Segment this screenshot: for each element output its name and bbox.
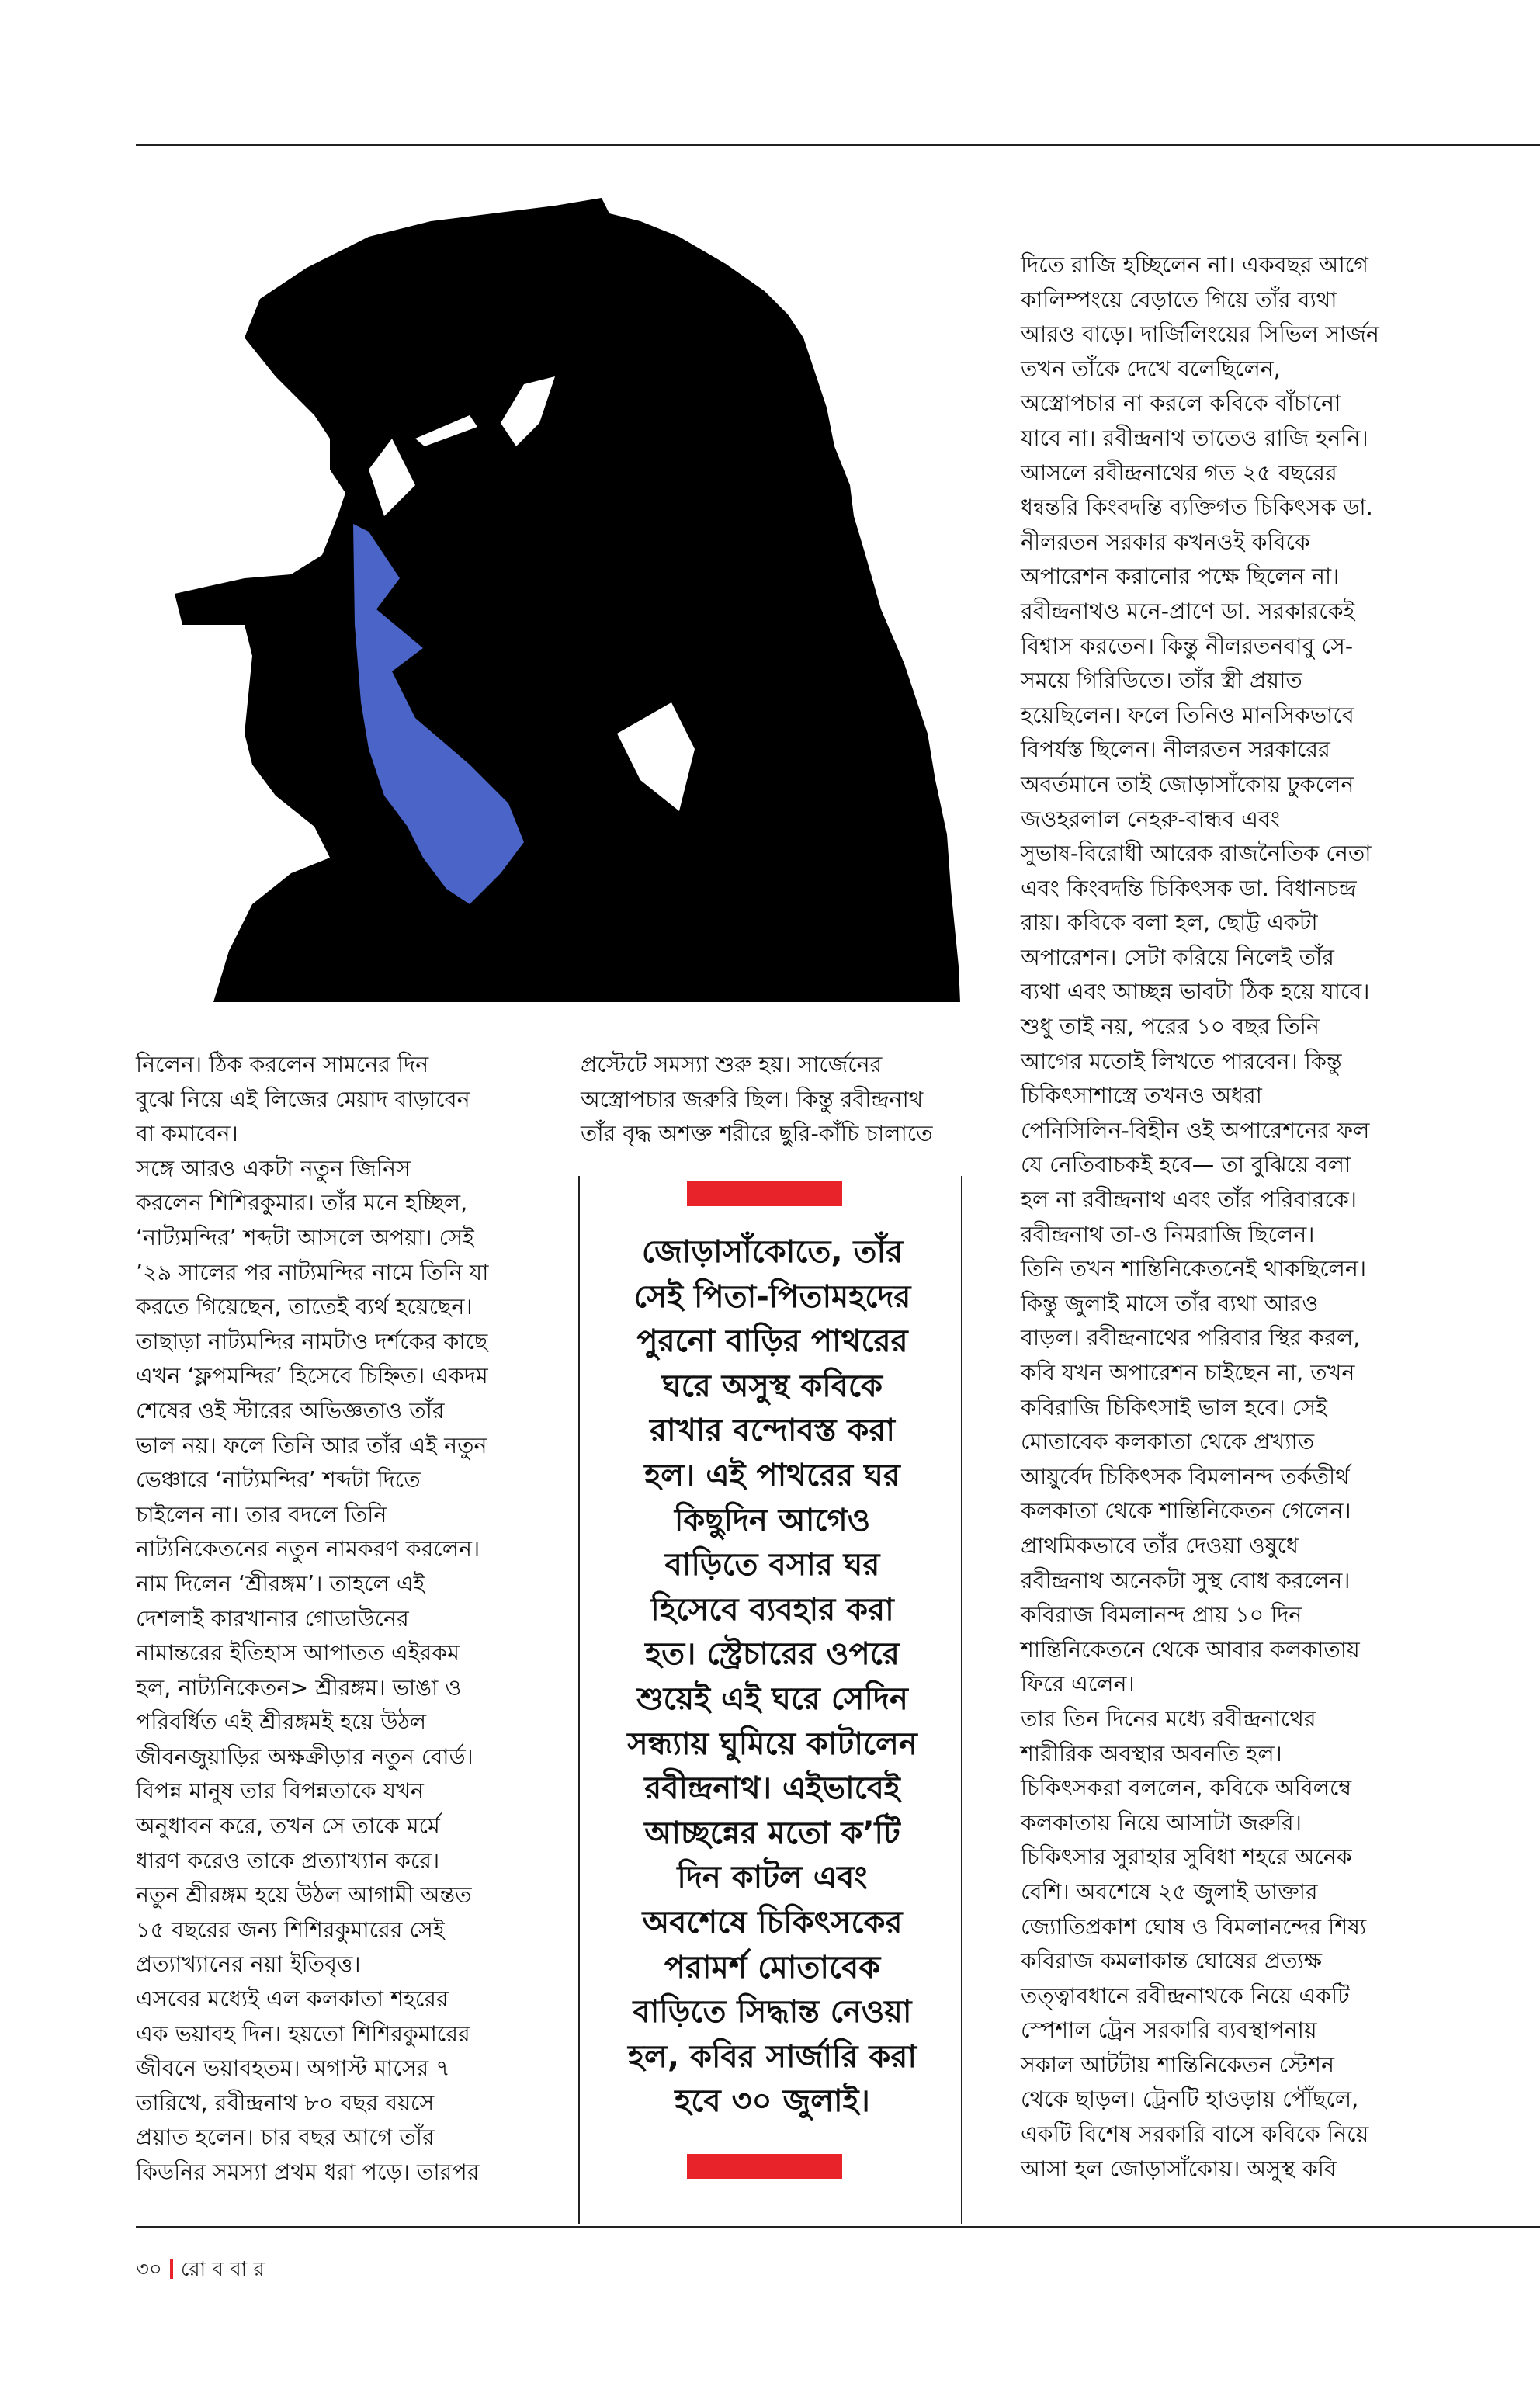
pull-quote-line: দিন কাটল এবং (677, 1860, 868, 1896)
pull-quote-line: রাখার বন্দোবস্ত করা (650, 1413, 895, 1449)
pull-quote-line: ঘরে অসুস্থ কবিকে (662, 1368, 883, 1404)
pull-quote-line: হল। এই পাথরের ঘর (644, 1457, 900, 1493)
text-line: বিপর্যস্ত ছিলেন। নীলরতন সরকারের (1021, 737, 1330, 763)
text-line: চিকিৎসকরা বললেন, কবিকে অবিলম্বে (1021, 1775, 1352, 1802)
text-line: চিকিৎসাশাস্ত্রে তখনও অধরা (1021, 1083, 1262, 1109)
pull-quote-line: হল, কবির সার্জারি করা (628, 2038, 917, 2075)
text-line: নতুন শ্রীরঙ্গম হয়ে উঠল আগামী অন্তত (136, 1882, 472, 1909)
pull-quote-line: আচ্ছন্নের মতো ক’টি (644, 1815, 900, 1851)
text-line: রায়। কবিকে বলা হল, ছোট্ট একটা (1021, 910, 1318, 936)
text-line: শারীরিক অবস্থার অবনতি হল। (1021, 1740, 1282, 1767)
text-line: ভেঞ্চারে ‘নাট্যমন্দির’ শব্দটা দিতে (136, 1467, 421, 1493)
text-line: ১৫ বছরের জন্য শিশিরকুমারের সেই (136, 1916, 445, 1943)
pull-quote-line: বাড়িতে বসার ঘর (664, 1547, 880, 1583)
text-line: এবং কিংবদন্তি চিকিৎসক ডা. বিধানচন্দ্র (1021, 875, 1357, 901)
text-line: কলকাতায় নিয়ে আসাটা জরুরি। (1021, 1809, 1302, 1836)
text-line: কিডনির সমস্যা প্রথম ধরা পড়ে। তারপর (136, 2159, 480, 2185)
text-line: পরিবর্ধিত এই শ্রীরঙ্গমই হয়ে উঠল (136, 1709, 427, 1736)
text-line: চিকিৎসার সুরাহার সুবিধা শহরে অনেক (1021, 1844, 1352, 1871)
pull-quote (590, 1230, 955, 2124)
pull-quote-right-rule (961, 1176, 962, 2224)
text-line: বিপন্ন মানুষ তার বিপন্নতাকে যখন (136, 1778, 424, 1805)
text-line: জীবনে ভয়াবহতম। অগাস্ট মাসের ৭ (136, 2055, 450, 2082)
text-line: অস্ত্রোপচার না করলে কবিকে বাঁচানো (1021, 390, 1341, 417)
text-line: দেশলাই কারখানার গোডাউনের (136, 1605, 409, 1632)
pull-quote-line: সন্ধ্যায় ঘুমিয়ে কাটালেন (627, 1725, 917, 1762)
text-line: আয়ুর্বেদ চিকিৎসক বিমলানন্দ তর্কতীর্থ (1021, 1463, 1350, 1490)
text-line: তিনি তখন শান্তিনিকেতনেই থাকছিলেন। (1021, 1256, 1367, 1282)
pull-quote-left-rule (578, 1176, 580, 2224)
pull-quote-line: হত। স্ট্রেচারের ওপরে (645, 1636, 900, 1673)
text-line: ‘নাট্যমন্দির’ শব্দটা আসলে অপয়া। সেই (136, 1224, 474, 1250)
text-line: দিতে রাজি হচ্ছিলেন না। একবছর আগে (1021, 252, 1368, 278)
bottom-rule (136, 2226, 1540, 2228)
text-line: প্রাথমিকভাবে তাঁর দেওয়া ওষুধে (1021, 1532, 1299, 1559)
text-line: পেনিসিলিন-বিহীন ওই অপারেশনের ফল (1021, 1117, 1370, 1143)
text-line: রবীন্দ্রনাথ অনেকটা সুস্থ বোধ করলেন। (1021, 1567, 1351, 1594)
text-line: কবিরাজ বিমলানন্দ প্রায় ১০ দিন (1021, 1602, 1302, 1628)
top-rule (136, 144, 1540, 146)
footer-divider (170, 2259, 173, 2279)
text-line: বা কমাবেন। (136, 1121, 238, 1147)
page-number: ৩০ (136, 2258, 162, 2281)
pull-quote-line: পরামর্শ মোতাবেক (664, 1949, 881, 1985)
text-line: জীবনজুয়াড়ির অক্ষক্রীড়ার নতুন বোর্ড। (136, 1743, 473, 1770)
text-line: রবীন্দ্রনাথ তা-ও নিমরাজি ছিলেন। (1021, 1221, 1315, 1247)
middle-text-column (581, 1048, 933, 1152)
text-line: তারিখে, রবীন্দ্রনাথ ৮০ বছর বয়সে (136, 2090, 435, 2116)
text-line: হল, নাট্যনিকেতন> শ্রীরঙ্গম। ভাঙা ও (136, 1674, 462, 1701)
text-line: তত্ত্বাবধানে রবীন্দ্রনাথকে নিয়ে একটি (1021, 1982, 1350, 2009)
text-line: কলকাতা থেকে শান্তিনিকেতন গেলেন। (1021, 1498, 1351, 1524)
text-line: করলেন শিশিরকুমার। তাঁর মনে হচ্ছিল, (136, 1190, 468, 1216)
right-text-column (1021, 248, 1379, 2187)
text-line: নিলেন। ঠিক করলেন সামনের দিন (136, 1052, 429, 1077)
text-line: অনুধাবন করে, তখন সে তাকে মর্মে (136, 1813, 440, 1840)
text-line: কবিরাজ কমলাকান্ত ঘোষের প্রত্যক্ষ (1021, 1948, 1322, 1975)
text-line: রবীন্দ্রনাথও মনে-প্রাণে ডা. সরকারকেই (1021, 598, 1355, 624)
text-line: অস্ত্রোপচার জরুরি ছিল। কিন্তু রবীন্দ্রনাথ (581, 1086, 924, 1112)
text-line: আরও বাড়ে। দার্জিলিংয়ের সিভিল সার্জন (1021, 321, 1379, 348)
pull-quote-bottom-red-bar (687, 2154, 842, 2179)
text-line: যে নেতিবাচকই হবে— তা বুঝিয়ে বলা (1021, 1152, 1351, 1178)
text-line: হয়েছিলেন। ফলে তিনিও মানসিকভাবে (1021, 702, 1354, 728)
text-line: কালিম্পংয়ে বেড়াতে গিয়ে তাঁর ব্যথা (1021, 286, 1337, 313)
text-line: এক ভয়াবহ দিন। হয়তো শিশিরকুমারের (136, 2020, 470, 2047)
text-line: চাইলেন না। তার বদলে তিনি (136, 1501, 387, 1528)
text-line: ’২৯ সালের পর নাট্যমন্দির নামে তিনি যা (136, 1259, 489, 1285)
text-line: হল না রবীন্দ্রনাথ এবং তাঁর পরিবারকে। (1021, 1187, 1357, 1213)
pull-quote-line: শুয়েই এই ঘরে সেদিন (636, 1680, 908, 1717)
text-line: ধারণ করেও তাকে প্রত্যাখ্যান করে। (136, 1847, 440, 1874)
pull-quote-line: সেই পিতা-পিতামহদের (633, 1278, 911, 1315)
text-line: শেষের ওই স্টারের অভিজ্ঞতাও তাঁর (136, 1397, 445, 1424)
text-line: বিশ্বাস করতেন। কিন্তু নীলরতনবাবু সে- (1021, 633, 1354, 659)
text-line: তাছাড়া নাট্যমন্দির নামটাও দর্শকের কাছে (136, 1328, 488, 1354)
text-line: আসা হল জোড়াসাঁকোয়। অসুস্থ কবি (1021, 2155, 1337, 2182)
text-line: এসবের মধ্যেই এল কলকাতা শহরের (136, 1986, 449, 2013)
text-line: সঙ্গে আরও একটা নতুন জিনিস (136, 1155, 411, 1181)
text-line: প্রত্যাখ্যানের নয়া ইতিবৃত্ত। (136, 1951, 361, 1978)
text-line: নামান্তরের ইতিহাস আপাতত এইরকম (136, 1640, 460, 1666)
silhouette-shape (175, 198, 960, 1002)
text-line: নাট্যনিকেতনের নতুন নামকরণ করলেন। (136, 1536, 480, 1562)
text-line: কবিরাজি চিকিৎসাই ভাল হবে। সেই (1021, 1394, 1327, 1420)
pull-quote-line: কিছুদিন আগেও (674, 1502, 871, 1538)
pull-quote-line: রবীন্দ্রনাথ। এইভাবেই (644, 1770, 900, 1807)
text-line: মোতাবেক কলকাতা থেকে প্রখ্যাত (1021, 1429, 1315, 1455)
pull-quote-line: হবে ৩০ জুলাই। (675, 2083, 870, 2120)
text-line: ভাল নয়। ফলে তিনি আর তাঁর এই নতুন (136, 1432, 487, 1458)
text-line: তাঁর বৃদ্ধ অশক্ত শরীরে ছুরি-কাঁচি চালাতে (581, 1121, 933, 1147)
text-line: শান্তিনিকেতনে থেকে আবার কলকাতায় (1021, 1636, 1360, 1663)
text-line: সকাল আটটায় শান্তিনিকেতন স্টেশন (1021, 2051, 1334, 2078)
text-line: নাম দিলেন ‘শ্রীরঙ্গম’। তাহলে এই (136, 1570, 425, 1597)
text-line: তার তিন দিনের মধ্যে রবীন্দ্রনাথের (1021, 1705, 1316, 1732)
text-line: সময়ে গিরিডিতে। তাঁর স্ত্রী প্রয়াত (1021, 668, 1302, 694)
pull-quote-line: জোড়াসাঁকোতে, তাঁর (641, 1234, 904, 1270)
text-line: অপারেশন। সেটা করিয়ে নিলেই তাঁর (1021, 944, 1334, 970)
text-line: বাড়ল। রবীন্দ্রনাথের পরিবার স্থির করল, (1021, 1325, 1361, 1351)
text-line: অবর্তমানে তাই জোড়াসাঁকোয় ঢুকলেন (1021, 771, 1354, 797)
text-line: জ্যোতিপ্রকাশ ঘোষ ও বিমলানন্দের শিষ্য (1021, 1913, 1367, 1940)
text-line: ফিরে এলেন। (1021, 1671, 1135, 1698)
text-line: প্রস্টেটে সমস্যা শুরু হয়। সার্জেনের (581, 1052, 883, 1077)
text-line: স্পেশাল ট্রেন সরকারি ব্যবস্থাপনায় (1021, 2017, 1317, 2044)
text-line: আগের মতোই লিখতে পারবেন। কিন্তু (1021, 1048, 1342, 1074)
text-line: কবি যখন অপারেশন চাইছেন না, তখন (1021, 1360, 1355, 1386)
text-line: জওহরলাল নেহরু-বান্ধব এবং (1021, 806, 1281, 832)
text-line: থেকে ছাড়ল। ট্রেনটি হাওড়ায় পৌঁছলে, (1021, 2086, 1359, 2113)
page-footer (136, 2253, 265, 2287)
pull-quote-line: বাড়িতে সিদ্ধান্ত নেওয়া (633, 1994, 912, 2031)
text-line: সুভাষ-বিরোধী আরেক রাজনৈতিক নেতা (1021, 841, 1372, 867)
text-line: এখন ‘ফ্লপমন্দির’ হিসেবে চিহ্নিত। একদম (136, 1363, 488, 1389)
smoking-figure-silhouette-illustration (136, 190, 960, 1002)
text-line: কিন্তু জুলাই মাসে তাঁর ব্যথা আরও (1021, 1290, 1319, 1316)
text-line: ব্যথা এবং আচ্ছন্ন ভাবটা ঠিক হয়ে যাবে। (1021, 979, 1370, 1005)
text-line: প্রয়াত হলেন। চার বছর আগে তাঁর (136, 2124, 435, 2151)
magazine-name: রো ব বা র (180, 2258, 265, 2281)
pull-quote-line: পুরনো বাড়ির পাথরের (636, 1323, 908, 1360)
text-line: করতে গিয়েছেন, তাতেই ব্যর্থ হয়েছেন। (136, 1294, 473, 1320)
pull-quote-line: হিসেবে ব্যবহার করা (650, 1591, 894, 1628)
pull-quote-line: অবশেষে চিকিৎসকের (642, 1904, 903, 1940)
text-line: শুধু তাই নয়, পরের ১০ বছর তিনি (1021, 1014, 1320, 1040)
left-text-column (136, 1048, 488, 2190)
text-line: আসলে রবীন্দ্রনাথের গত ২৫ বছরের (1021, 460, 1337, 486)
text-line: তখন তাঁকে দেখে বলেছিলেন, (1021, 355, 1281, 382)
text-line: বেশি। অবশেষে ২৫ জুলাই ডাক্তার (1021, 1878, 1318, 1905)
text-line: যাবে না। রবীন্দ্রনাথ তাতেও রাজি হননি। (1021, 425, 1368, 451)
text-line: ধন্বন্তরি কিংবদন্তি ব্যক্তিগত চিকিৎসক ডা. (1021, 494, 1373, 521)
text-line: একটি বিশেষ সরকারি বাসে কবিকে নিয়ে (1021, 2121, 1369, 2148)
text-line: নীলরতন সরকার কখনওই কবিকে (1021, 529, 1310, 555)
text-line: বুঝে নিয়ে এই লিজের মেয়াদ বাড়াবেন (136, 1086, 470, 1112)
pull-quote-top-red-bar (687, 1181, 842, 1206)
text-line: অপারেশন করানোর পক্ষে ছিলেন না। (1021, 564, 1340, 590)
